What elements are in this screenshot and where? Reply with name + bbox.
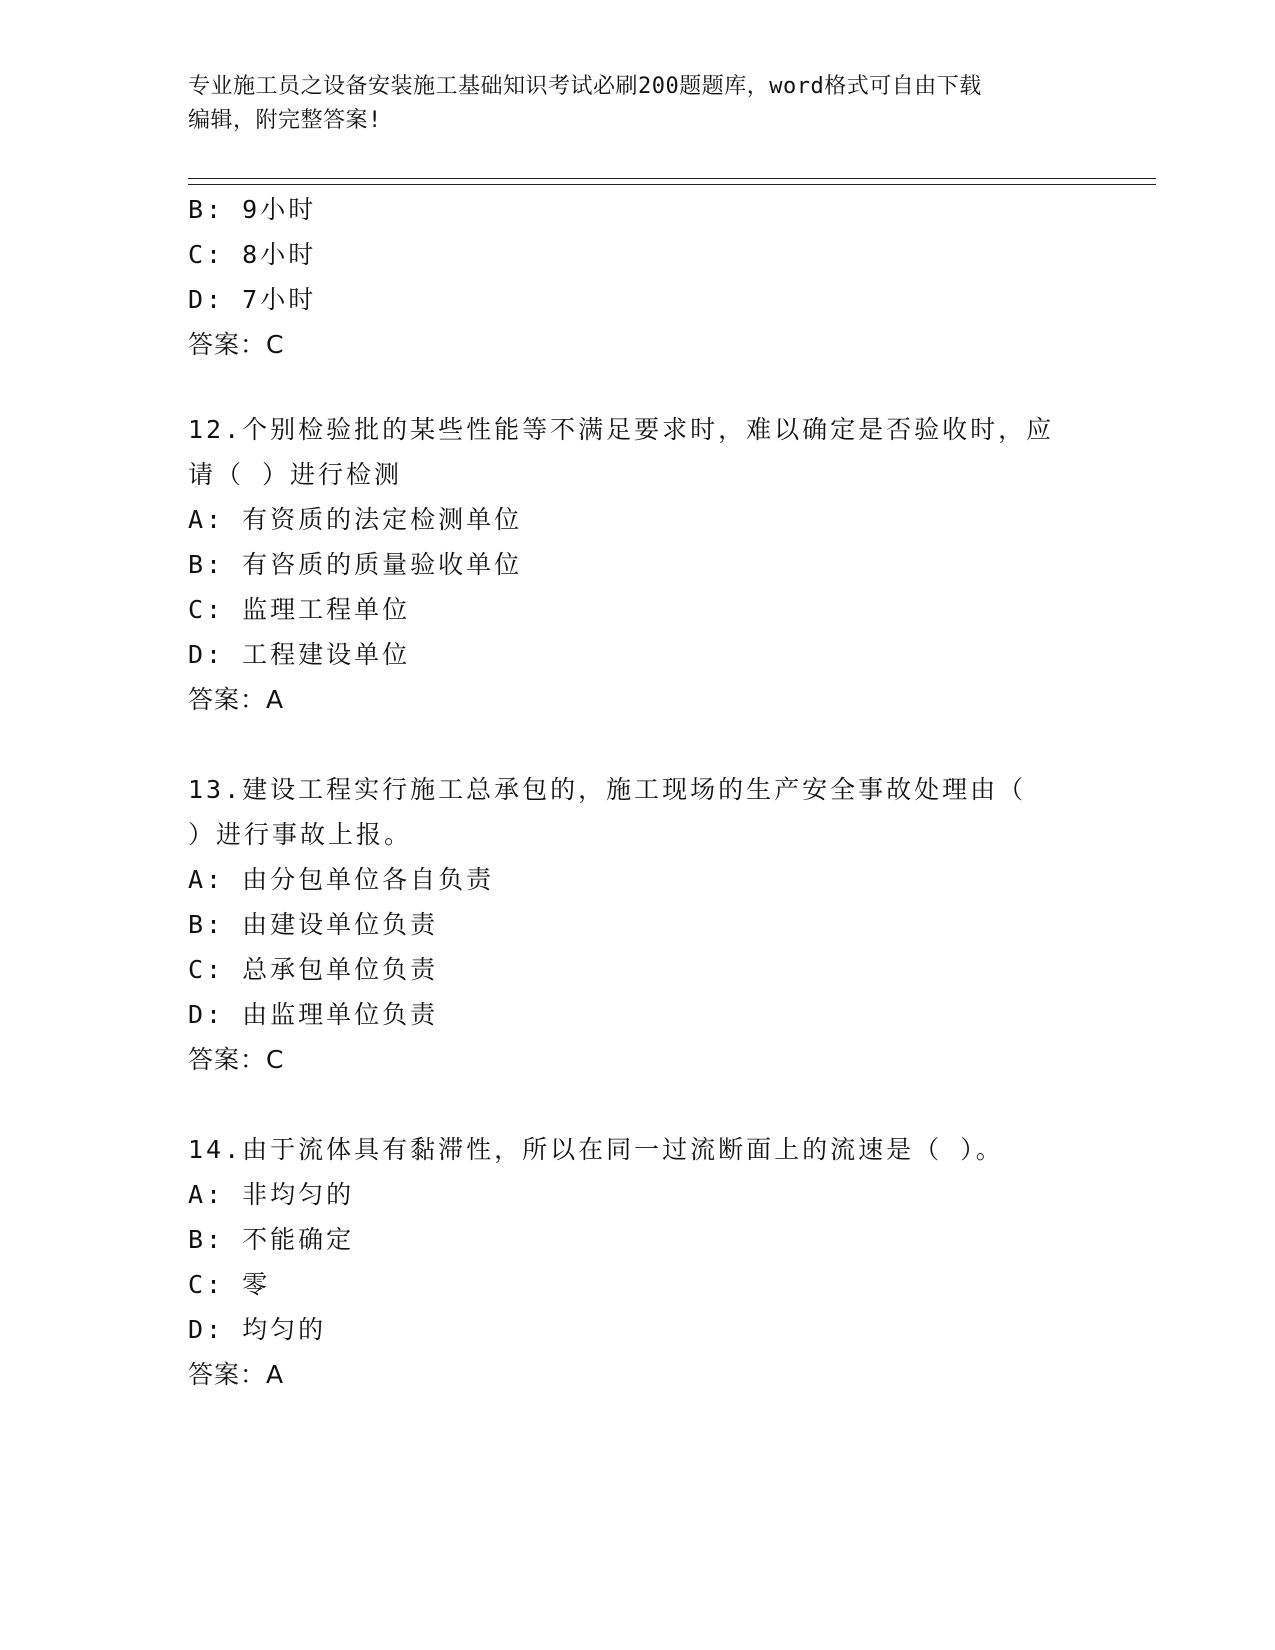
question-13	[188, 767, 1088, 1082]
option-c: C: 8小时	[188, 240, 317, 269]
option-c: C: 零	[188, 1270, 271, 1299]
header-divider-top	[188, 178, 1156, 179]
option-b: B: 不能确定	[188, 1225, 355, 1254]
option-a: A: 有资质的法定检测单位	[188, 505, 523, 534]
answer: 答案：A	[188, 685, 285, 714]
document-header	[188, 70, 1078, 138]
answer: 答案：C	[188, 330, 285, 359]
answer: 答案：C	[188, 1045, 285, 1074]
question-stem-line-2: ）进行事故上报。	[188, 820, 413, 849]
option-b: B: 有咨质的质量验收单位	[188, 550, 523, 579]
option-b: B: 由建设单位负责	[188, 910, 439, 939]
question-stem-line-1: 12.个别检验批的某些性能等不满足要求时，难以确定是否验收时，应	[188, 415, 1055, 444]
header-line-2: 编辑，附完整答案!	[188, 108, 382, 133]
question-stem-line-1: 14.由于流体具有黏滞性，所以在同一过流断面上的流速是（ ）。	[188, 1135, 1004, 1164]
question-12	[188, 407, 1088, 722]
question-14	[188, 1127, 1088, 1397]
option-a: A: 非均匀的	[188, 1180, 355, 1209]
option-d: D: 7小时	[188, 285, 317, 314]
option-d: D: 工程建设单位	[188, 640, 411, 669]
question-stem-line-1: 13.建设工程实行施工总承包的，施工现场的生产安全事故处理由（	[188, 775, 1027, 804]
question-stem-line-2: 请（ ）进行检测	[188, 460, 403, 489]
option-d: D: 均匀的	[188, 1315, 327, 1344]
option-c: C: 总承包单位负责	[188, 955, 439, 984]
question-11-tail	[188, 187, 1088, 367]
option-b: B: 9小时	[188, 195, 317, 224]
option-a: A: 由分包单位各自负责	[188, 865, 495, 894]
answer: 答案：A	[188, 1360, 285, 1389]
option-d: D: 由监理单位负责	[188, 1000, 439, 1029]
header-line-1: 专业施工员之设备安装施工基础知识考试必刷200题题库，word格式可自由下载	[188, 74, 982, 99]
option-c: C: 监理工程单位	[188, 595, 411, 624]
header-divider-bottom	[188, 184, 1156, 185]
